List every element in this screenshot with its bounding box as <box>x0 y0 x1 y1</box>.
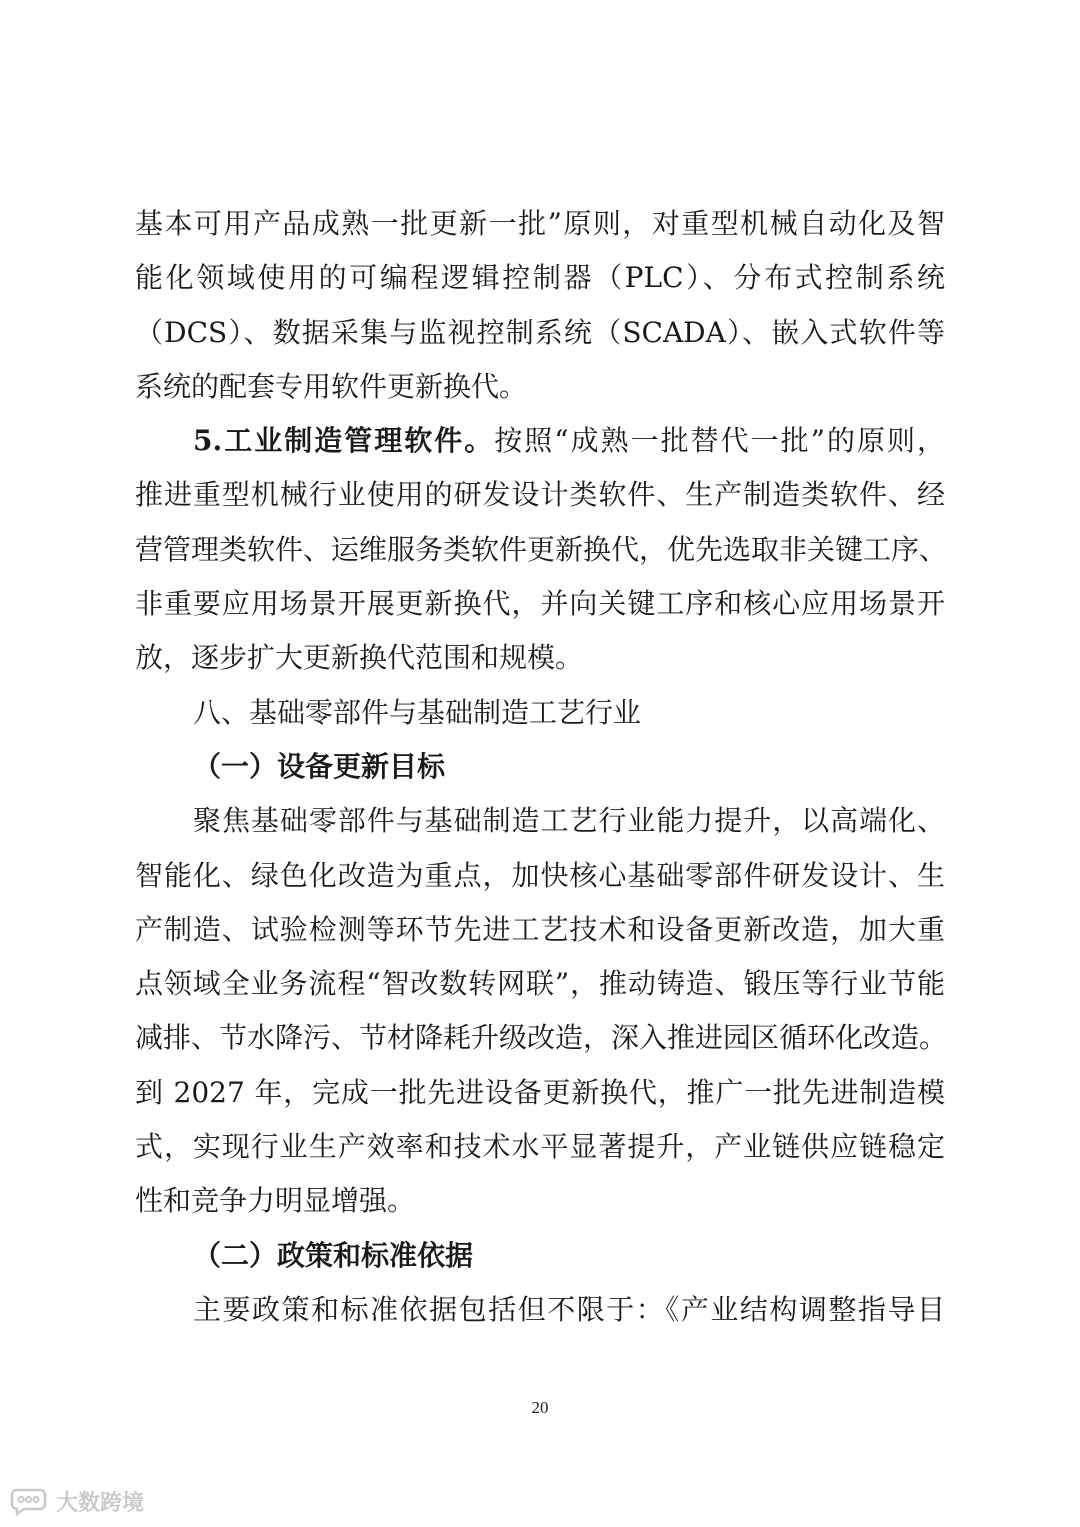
item-text: 按照“成熟一批替代一批”的原则， <box>494 424 946 458</box>
paragraph-line: 产制造、试验检测等环节先进工艺技术和设备更新改造，加大重 <box>135 912 945 946</box>
paragraph-line: 能化领域使用的可编程逻辑控制器（PLC）、分布式控制系统 <box>135 261 945 295</box>
chat-bubble-logo-icon <box>10 1486 50 1516</box>
paragraph-line: 营管理类软件、运维服务类软件更新换代，优先选取非关键工序、 <box>135 532 948 566</box>
watermark-text: 大数跨境 <box>56 1490 145 1516</box>
paragraph-line: 式，实现行业生产效率和技术水平显著提升，产业链供应链稳定 <box>135 1130 945 1164</box>
subsection-heading: （二）政策和标准依据 <box>193 1238 474 1272</box>
paragraph-line: 推进重型机械行业使用的研发设计类软件、生产制造类软件、经 <box>135 478 945 512</box>
paragraph-line: 智能化、绿色化改造为重点，加快核心基础零部件研发设计、生 <box>135 858 945 892</box>
paragraph-line: 性和竞争力明显增强。 <box>135 1184 416 1218</box>
paragraph-line: 系统的配套专用软件更新换代。 <box>135 369 528 403</box>
paragraph-line <box>135 414 945 468</box>
page-number: 20 <box>531 1398 549 1417</box>
paragraph-line: 到 2027 年，完成一批先进设备更新换代，推广一批先进制造模 <box>135 1075 945 1109</box>
body-text <box>135 197 948 1337</box>
watermark <box>10 1483 144 1519</box>
paragraph-line: 基本可用产品成熟一批更新一批”原则，对重型机械自动化及智 <box>135 207 945 240</box>
subsection-heading: （一）设备更新目标 <box>193 749 446 783</box>
paragraph-line: 减排、节水降污、节材降耗升级改造，深入推进园区循环化改造。 <box>135 1021 948 1055</box>
paragraph-line: 点领域全业务流程“智改数转网联”，推动铸造、锻压等行业节能 <box>135 967 945 1001</box>
paragraph-line: 聚焦基础零部件与基础制造工艺行业能力提升，以高端化、 <box>193 804 945 838</box>
paragraph-line: （DCS）、数据采集与监视控制系统（SCADA）、嵌入式软件等 <box>135 315 945 349</box>
section-heading: 八、基础零部件与基础制造工艺行业 <box>193 695 642 729</box>
paragraph-line: 非重要应用场景开展更新换代，并向关键工序和核心应用场景开 <box>135 587 945 621</box>
paragraph-line: 放，逐步扩大更新换代范围和规模。 <box>135 641 584 675</box>
item-heading: 5.工业制造管理软件。 <box>193 424 495 458</box>
paragraph-line: 主要政策和标准依据包括但不限于：《产业结构调整指导目 <box>193 1292 945 1326</box>
